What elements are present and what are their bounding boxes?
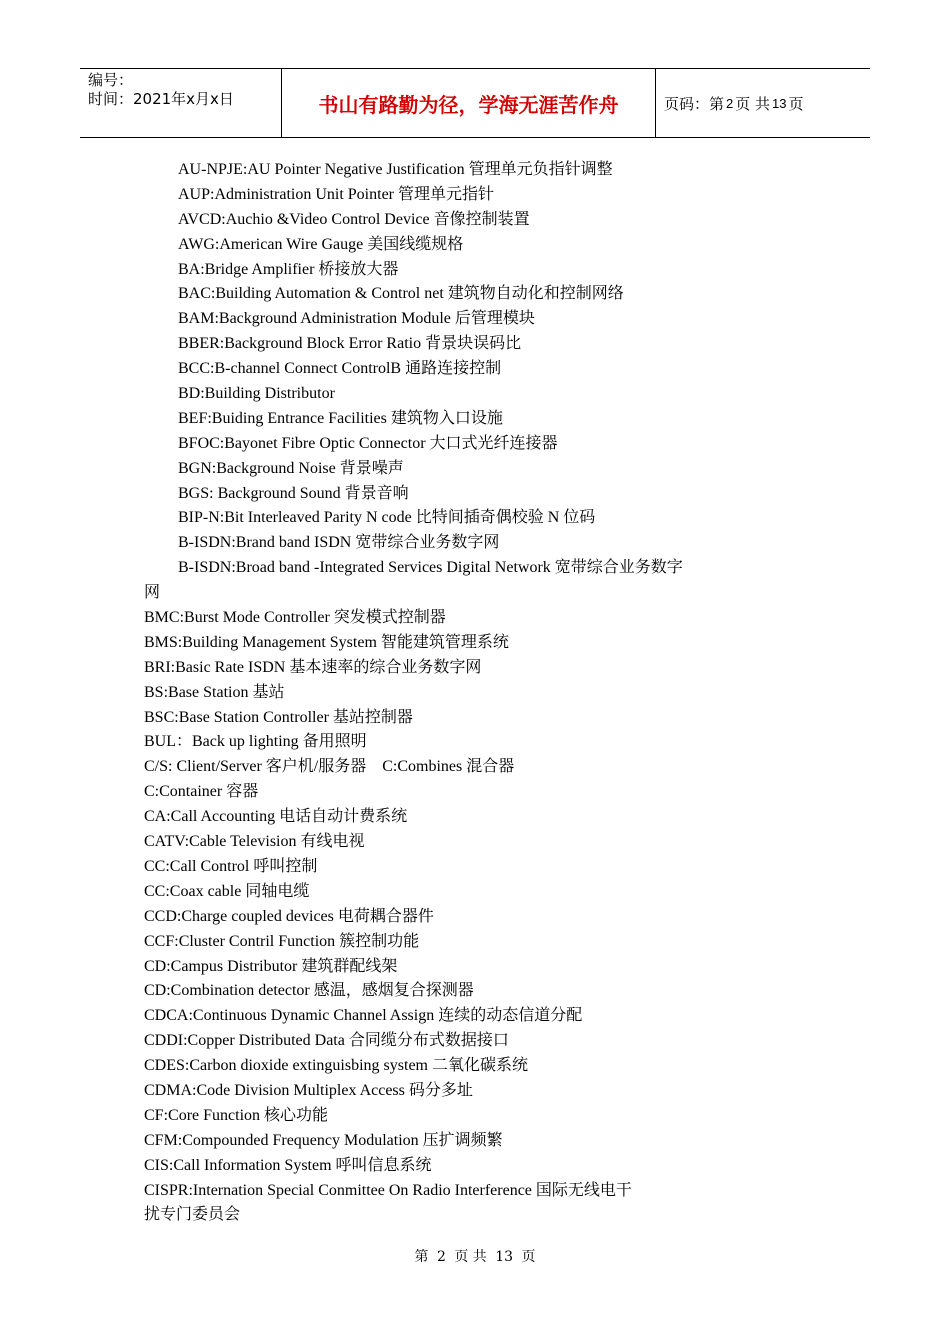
footer-pre: 第	[414, 1249, 429, 1265]
glossary-line: BA:Bridge Amplifier 桥接放大器	[178, 260, 399, 278]
glossary-line: CFM:Compounded Frequency Modulation 压扩调频繁	[144, 1131, 503, 1149]
glossary-line: CDES:Carbon dioxide extinguisbing system 二氧化碳系统	[144, 1057, 528, 1075]
glossary-line: AWG:American Wire Gauge 美国线缆规格	[178, 235, 464, 253]
footer-page-total: 13	[495, 1249, 514, 1265]
header-meta	[80, 69, 280, 137]
glossary-line: AVCD:Auchio &Video Control Device 音像控制装置	[178, 210, 530, 228]
glossary-line: B-ISDN:Broad band -Integrated Services Digital Network 宽带综合业务数字	[178, 559, 683, 577]
glossary-line: CDCA:Continuous Dynamic Channel Assign 连续的动态信道分配	[144, 1007, 583, 1025]
glossary-line: BMS:Building Management System 智能建筑管理系统	[144, 633, 509, 651]
page-number: 2	[726, 95, 734, 111]
glossary-line: BFOC:Bayonet Fibre Optic Connector 大口式光纤连接器	[178, 434, 558, 452]
glossary-line: C:Container 容器	[144, 783, 259, 801]
glossary-line: CCF:Cluster Contril Function 簇控制功能	[144, 932, 420, 950]
glossary-line: BEF:Buiding Entrance Facilities 建筑物入口设施	[178, 409, 503, 427]
glossary-line: BAM:Background Administration Module 后管理模块	[178, 310, 535, 328]
footer-post: 页	[521, 1249, 536, 1265]
glossary-line: CA:Call Accounting 电话自动计费系统	[144, 808, 408, 826]
glossary-line: CC:Coax cable 同轴电缆	[144, 882, 310, 900]
glossary-line: BGN:Background Noise 背景噪声	[178, 459, 404, 477]
page-header	[80, 68, 870, 138]
page-label-post: 页	[788, 94, 804, 113]
page-label-mid: 页 共	[735, 94, 771, 113]
glossary-line: BGS: Background Sound 背景音响	[178, 484, 409, 502]
glossary-body	[144, 158, 724, 1228]
document-date: 时间：2021年x月x日	[88, 90, 234, 108]
glossary-line: BAC:Building Automation & Control net 建筑物自动化和控制网络	[178, 285, 624, 303]
document-number-label: 编号：	[88, 71, 134, 89]
glossary-line: CC:Call Control 呼叫控制	[144, 857, 318, 875]
glossary-line: CCD:Charge coupled devices 电荷耦合器件	[144, 907, 434, 925]
glossary-line: CDMA:Code Division Multiplex Access 码分多址	[144, 1081, 473, 1099]
header-motto: 书山有路勤为径，学海无涯苦作舟	[281, 69, 656, 137]
glossary-line: C/S: Client/Server 客户机/服务器 C:Combines 混合器	[144, 758, 515, 776]
glossary-line: AUP:Administration Unit Pointer 管理单元指针	[178, 185, 495, 203]
page-total: 13	[772, 95, 787, 111]
glossary-line: BRI:Basic Rate ISDN 基本速率的综合业务数字网	[144, 658, 482, 676]
footer-page-number: 2	[436, 1249, 446, 1265]
glossary-line: CDDI:Copper Distributed Data 合同缆分布式数据接口	[144, 1032, 509, 1050]
glossary-line: CD:Campus Distributor 建筑群配线架	[144, 957, 398, 975]
glossary-line: BS:Base Station 基站	[144, 683, 285, 701]
glossary-line: BIP-N:Bit Interleaved Parity N code 比特间插奇偶校验 N 位码	[178, 509, 596, 527]
glossary-line: CISPR:Internation Special Conmittee On Radio Interference 国际无线电干	[144, 1181, 632, 1199]
glossary-line: BMC:Burst Mode Controller 突发模式控制器	[144, 609, 446, 627]
glossary-line: CF:Core Function 核心功能	[144, 1106, 329, 1124]
glossary-line: CD:Combination detector 感温，感烟复合探测器	[144, 982, 474, 1000]
glossary-line: CATV:Cable Television 有线电视	[144, 833, 365, 851]
glossary-line: CIS:Call Information System 呼叫信息系统	[144, 1156, 432, 1174]
header-page-info	[656, 69, 870, 137]
glossary-line: BBER:Background Block Error Ratio 背景块误码比	[178, 335, 522, 353]
glossary-line: BUL：Back up lighting 备用照明	[144, 733, 367, 751]
glossary-line: BCC:B-channel Connect ControlB 通路连接控制	[178, 360, 502, 378]
glossary-line: BD:Building Distributor	[178, 385, 335, 403]
page-footer	[0, 1246, 950, 1266]
glossary-line: BSC:Base Station Controller 基站控制器	[144, 708, 413, 726]
page-label-pre: 页码：第	[664, 94, 725, 113]
glossary-line: 扰专门委员会	[144, 1206, 241, 1224]
glossary-line: AU-NPJE:AU Pointer Negative Justification 管理单元负指针调整	[178, 161, 613, 178]
glossary-line: B-ISDN:Brand band ISDN 宽带综合业务数字网	[178, 534, 500, 552]
footer-mid: 页 共	[454, 1249, 487, 1265]
glossary-line: 网	[144, 584, 161, 602]
